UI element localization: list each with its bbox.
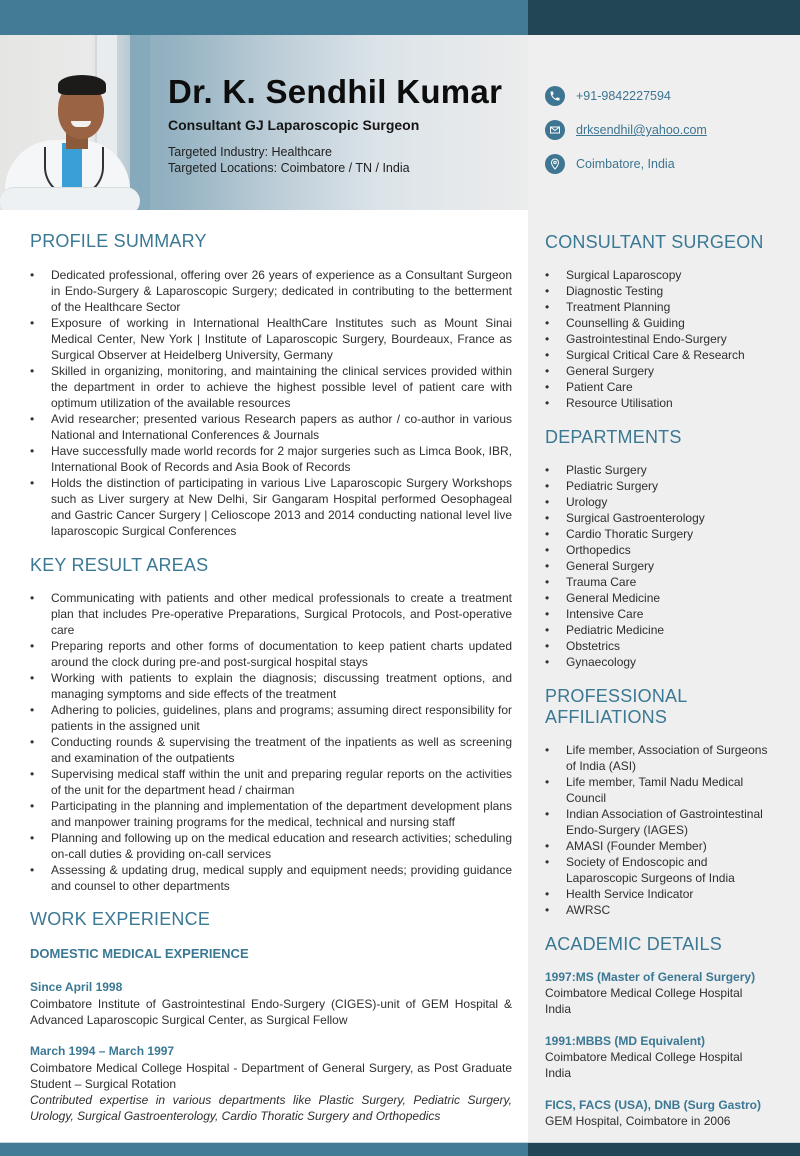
phone-icon xyxy=(545,86,565,106)
profile-photo xyxy=(0,35,150,210)
list-item: • Life member, Tamil Nadu Medical Council xyxy=(545,774,770,806)
list-item: • Participating in the planning and implementation of the department development plans and manpower training programs for the medical, technical and nursing staff xyxy=(30,798,512,830)
academic-heading: ACADEMIC DETAILS xyxy=(545,934,722,954)
list-item: • Working with patients to explain the diagnosis; discussing treatment options, and managing symptoms and side effects of the treatment xyxy=(30,670,512,702)
academic-degree: FICS, FACS (USA), DNB (Surg Gastro) xyxy=(545,1098,762,1112)
list-item: • Health Service Indicator xyxy=(545,886,770,902)
list-item: • Preparing reports and other forms of documentation to keep patient charts updated around the clock during pre-and post-surgical hospital stays xyxy=(30,638,512,670)
list-item: • Patient Care xyxy=(545,379,775,395)
departments-heading: DEPARTMENTS xyxy=(545,427,682,447)
academic-degree: 1991:MBBS (MD Equivalent) xyxy=(545,1034,706,1048)
list-item: • Surgical Gastroenterology xyxy=(545,510,775,526)
targeted-industry: Targeted Industry: Healthcare xyxy=(168,145,332,159)
affiliations-list xyxy=(545,742,770,918)
location-text: Coimbatore, India xyxy=(576,157,675,171)
job-note: Contributed expertise in various departments like Plastic Surgery, Pediatric Surgery, Urology, Surgical Gastroenterology, Cardio Thoratic Surgery and Orthopedics xyxy=(30,1093,512,1123)
consultant-surgeon-list xyxy=(545,267,775,411)
contact-email xyxy=(545,120,707,140)
list-item: • Adhering to policies, guidelines, plans and programs; assuming direct responsibility for patients in the assigned unit xyxy=(30,702,512,734)
list-item: • Gynaecology xyxy=(545,654,775,670)
domestic-experience-heading: DOMESTIC MEDICAL EXPERIENCE xyxy=(30,946,249,961)
job-description: Coimbatore Institute of Gastrointestinal Endo-Surgery (CIGES)-unit of GEM Hospital & Advanced Laparoscopic Surgical Center, as Surgical Fellow xyxy=(30,997,512,1027)
top-accent-bar xyxy=(0,0,528,35)
academic-institution: GEM Hospital, Coimbatore in 2006 xyxy=(545,1114,731,1128)
list-item: • Society of Endoscopic and Laparoscopic Surgeons of India xyxy=(545,854,770,886)
contact-location xyxy=(545,154,675,174)
list-item: • Intensive Care xyxy=(545,606,775,622)
list-item: • Pediatric Surgery xyxy=(545,478,775,494)
job-date: Since April 1998 xyxy=(30,980,123,994)
list-item: • Holds the distinction of participating in various Live Laparoscopic Surgery Workshops such as Liver surgery at New Delhi, Sir Gangaram Hospital performed Oesophageal and Gastric Cancer Surgery | Celioscope 2013 and 2014 conducting national level live laparoscopic Surgical Conferences xyxy=(30,475,512,539)
list-item: • Counselling & Guiding xyxy=(545,315,775,331)
bottom-accent-bar-dark xyxy=(528,1143,800,1156)
list-item: • Life member, Association of Surgeons of India (ASI) xyxy=(545,742,770,774)
academic-institution: Coimbatore Medical College Hospital xyxy=(545,1050,743,1064)
contact-phone xyxy=(545,86,671,106)
envelope-icon xyxy=(545,120,565,140)
list-item: • Communicating with patients and other medical professionals to create a treatment plan that includes Pre-operative Preparations, Surgical Protocols, and Post-operative care xyxy=(30,590,512,638)
targeted-locations: Targeted Locations: Coimbatore / TN / India xyxy=(168,161,410,175)
list-item: • Urology xyxy=(545,494,775,510)
list-item: • Pediatric Medicine xyxy=(545,622,775,638)
list-item: • Indian Association of Gastrointestinal Endo-Surgery (IAGES) xyxy=(545,806,770,838)
list-item: • Cardio Thoratic Surgery xyxy=(545,526,775,542)
list-item: • General Medicine xyxy=(545,590,775,606)
bottom-accent-bar xyxy=(0,1143,528,1156)
list-item: • Supervising medical staff within the unit and preparing regular reports on the activities of the unit for the department head / chairman xyxy=(30,766,512,798)
candidate-name: Dr. K. Sendhil Kumar xyxy=(168,73,503,110)
list-item: • General Surgery xyxy=(545,558,775,574)
list-item: • Obstetrics xyxy=(545,638,775,654)
phone-number: +91-9842227594 xyxy=(576,89,671,103)
list-item: • AMASI (Founder Member) xyxy=(545,838,770,854)
list-item: • Exposure of working in International HealthCare Institutes such as Mount Sinai Medical Center, New York | Institute of Laparoscopic Surgery, Bourdeaux, France as Surgical Observer at Heidelberg University, Germany xyxy=(30,315,512,363)
list-item: • Assessing & updating drug, medical supply and equipment needs; providing guidance and counsel to other departments xyxy=(30,862,512,894)
list-item: • Treatment Planning xyxy=(545,299,775,315)
departments-list xyxy=(545,462,775,670)
profile-summary-list xyxy=(30,267,512,539)
list-item: • General Surgery xyxy=(545,363,775,379)
list-item: • Dedicated professional, offering over 26 years of experience as a Consultant Surgeon in Endo-Surgery & Laparoscopic Surgery; dedicated in contributing to the betterment of the Healthcare Sector xyxy=(30,267,512,315)
list-item: • Conducting rounds & supervising the treatment of the inpatients as well as screening and examination of the outpatients xyxy=(30,734,512,766)
list-item: • AWRSC xyxy=(545,902,770,918)
email-link[interactable]: drksendhil@yahoo.com xyxy=(576,123,707,137)
list-item: • Skilled in organizing, monitoring, and maintaining the clinical services provided within the department in order to achieve the highest possible level of patient care with optimum utilization of the available resources xyxy=(30,363,512,411)
job-date: March 1994 – March 1997 xyxy=(30,1044,175,1058)
academic-degree: 1997:MS (Master of General Surgery) xyxy=(545,970,756,984)
profile-summary-heading: PROFILE SUMMARY xyxy=(30,231,207,251)
list-item: • Resource Utilisation xyxy=(545,395,775,411)
list-item: • Plastic Surgery xyxy=(545,462,775,478)
key-result-areas-list xyxy=(30,590,512,894)
list-item: • Surgical Critical Care & Research xyxy=(545,347,775,363)
list-item: • Have successfully made world records for 2 major surgeries such as Limca Book, IBR, International Book of Records and Asia Book of Records xyxy=(30,443,512,475)
list-item: • Gastrointestinal Endo-Surgery xyxy=(545,331,775,347)
list-item: • Orthopedics xyxy=(545,542,775,558)
map-pin-icon xyxy=(545,154,565,174)
affiliations-heading: PROFESSIONAL AFFILIATIONS xyxy=(545,686,687,727)
candidate-title: Consultant GJ Laparoscopic Surgeon xyxy=(168,117,420,133)
academic-place: India xyxy=(545,1066,572,1080)
list-item: • Surgical Laparoscopy xyxy=(545,267,775,283)
list-item: • Diagnostic Testing xyxy=(545,283,775,299)
list-item: • Avid researcher; presented various Research papers as author / co-author in various National and International Conferences & Journals xyxy=(30,411,512,443)
list-item: • Planning and following up on the medical education and research activities; scheduling on-call duties & providing on-call services xyxy=(30,830,512,862)
job-description: Coimbatore Medical College Hospital - Department of General Surgery, as Post Graduate Student – Surgical Rotation xyxy=(30,1061,512,1091)
academic-place: India xyxy=(545,1002,572,1016)
academic-institution: Coimbatore Medical College Hospital xyxy=(545,986,743,1000)
work-experience-heading: WORK EXPERIENCE xyxy=(30,909,211,929)
top-accent-bar-dark xyxy=(528,0,800,35)
consultant-surgeon-heading: CONSULTANT SURGEON xyxy=(545,232,764,252)
list-item: • Trauma Care xyxy=(545,574,775,590)
key-result-areas-heading: KEY RESULT AREAS xyxy=(30,555,209,575)
